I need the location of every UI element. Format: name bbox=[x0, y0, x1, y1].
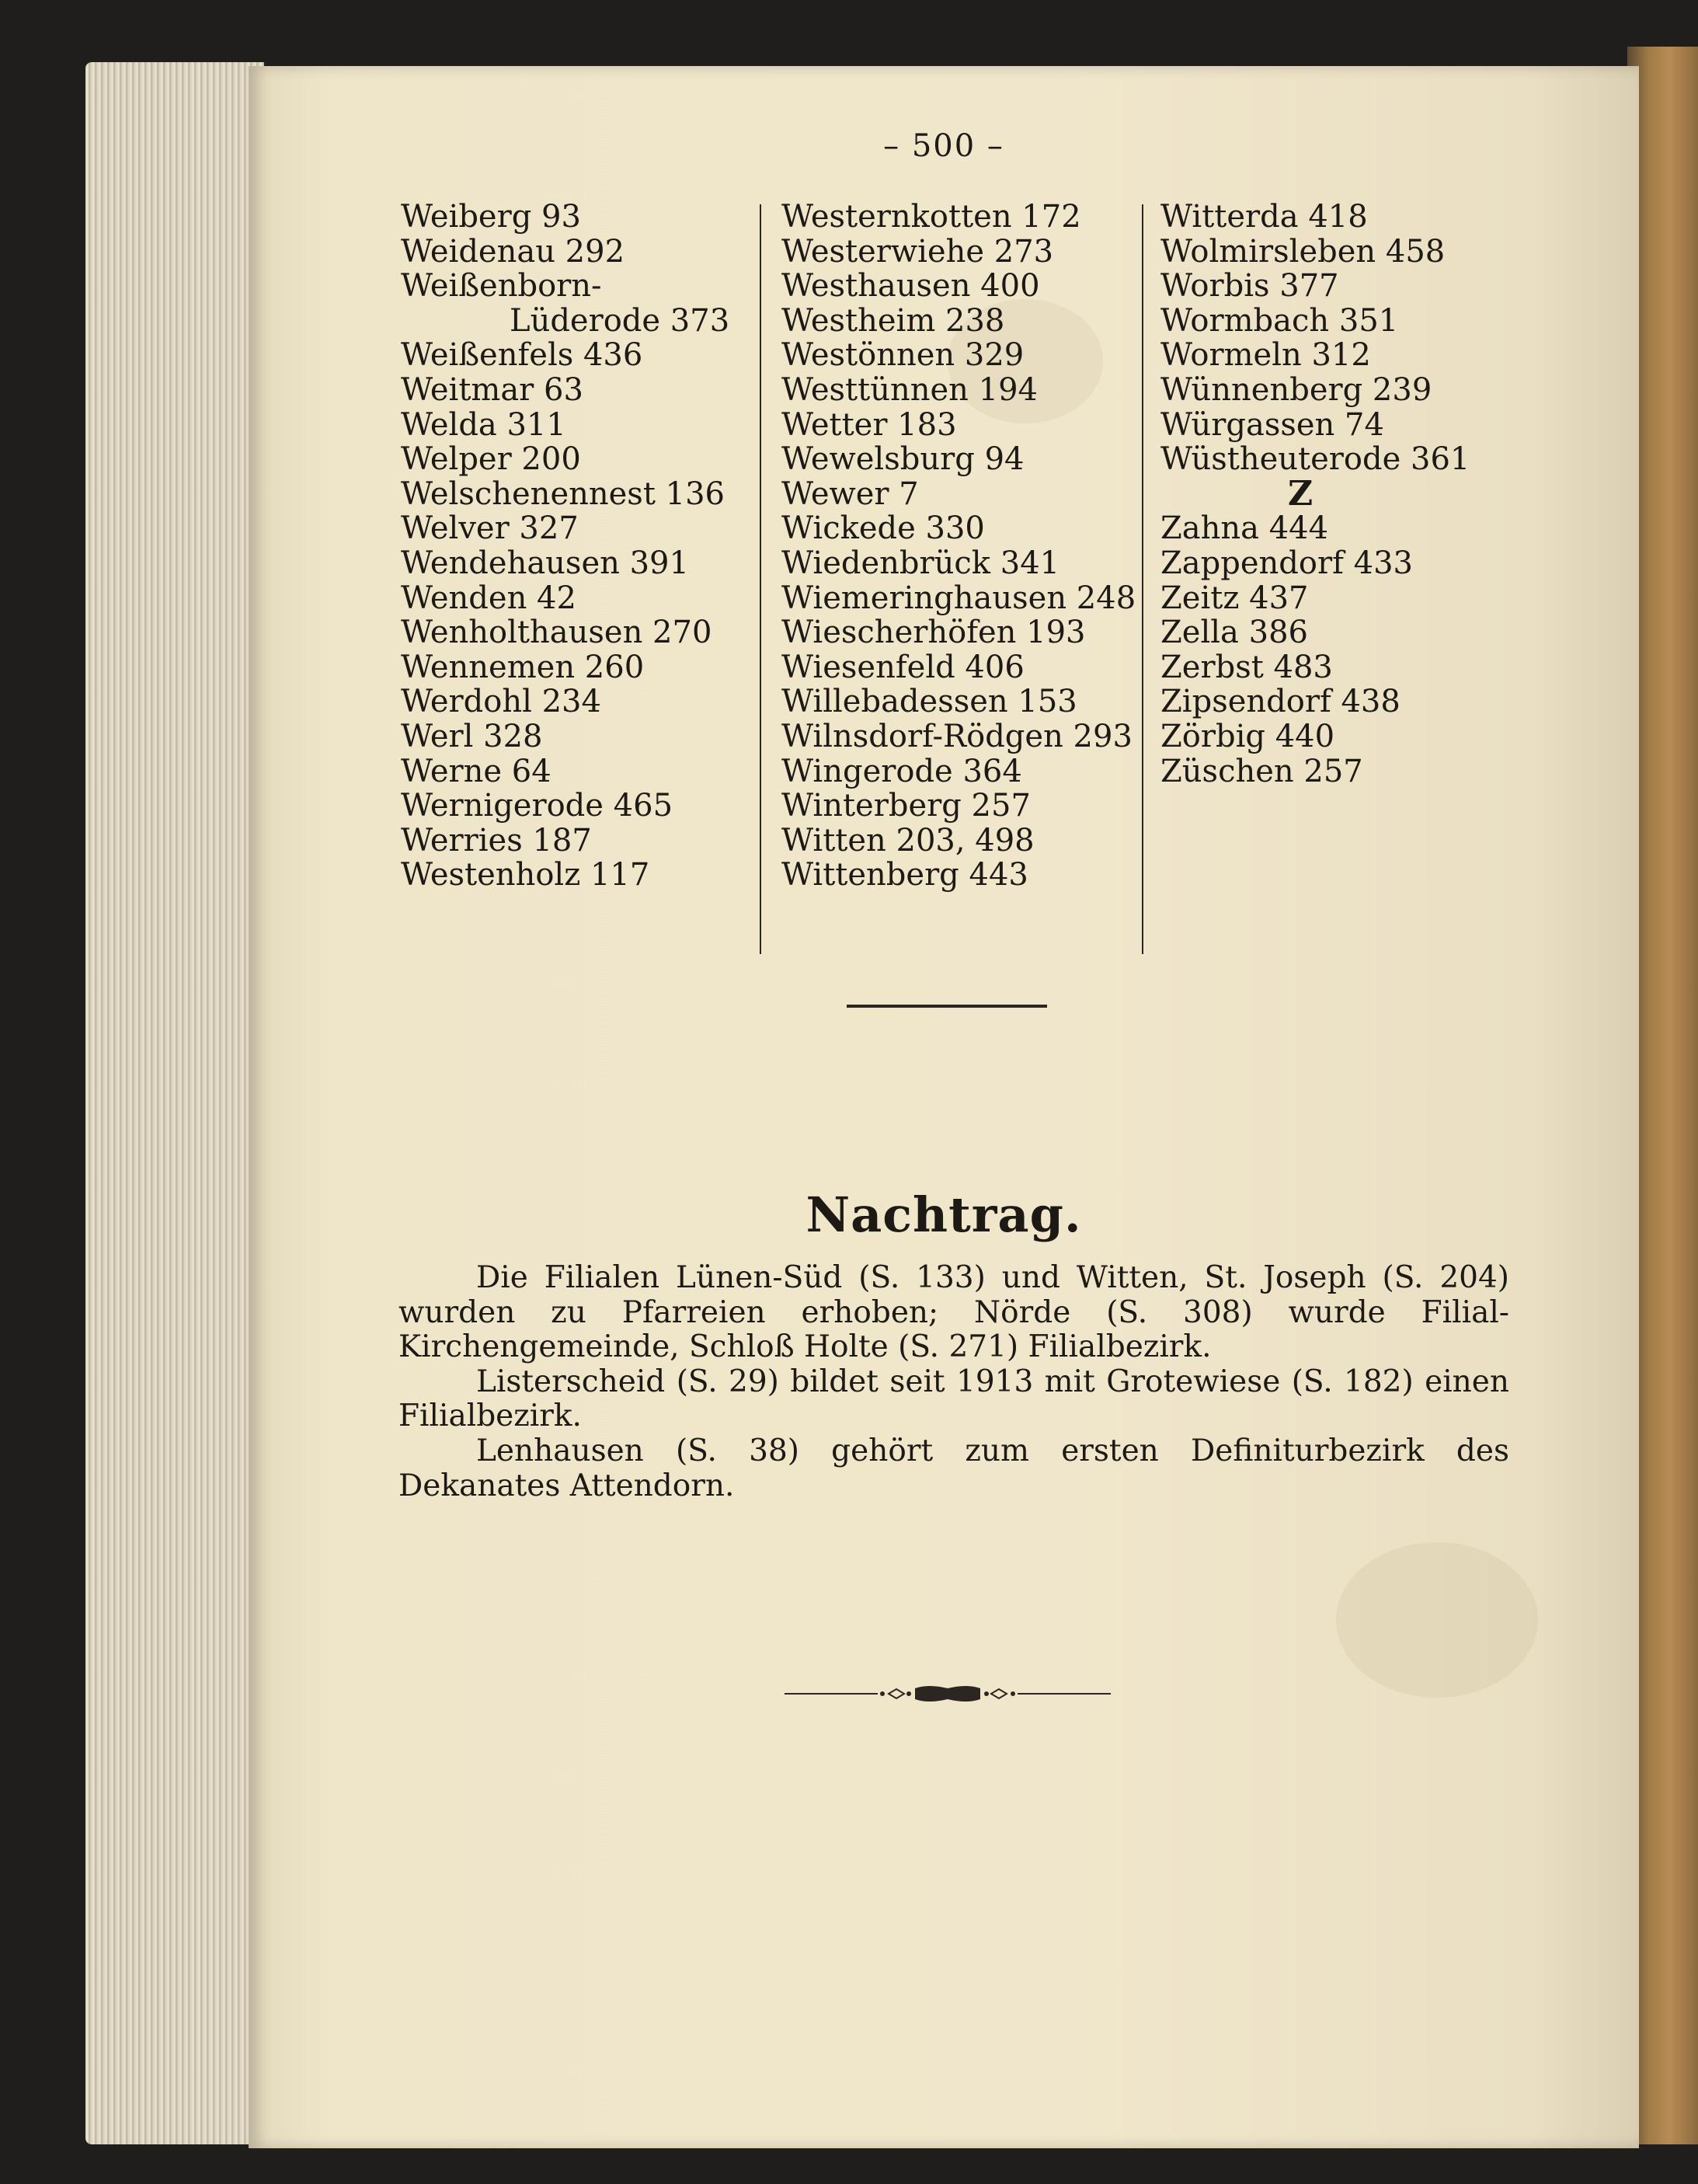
column-divider bbox=[760, 204, 761, 954]
index-entry: Westtünnen 194 bbox=[781, 371, 1038, 408]
index-entry: Wittenberg 443 bbox=[781, 857, 1028, 893]
ornament-divider bbox=[785, 1682, 1111, 1705]
page-edges bbox=[85, 62, 264, 2144]
index-entry: Wiescherhöfen 193 bbox=[781, 615, 1086, 651]
index-entry: Weißenborn- bbox=[401, 268, 602, 305]
index-entry: Werne 64 bbox=[401, 753, 552, 789]
index-entry: Wetter 183 bbox=[781, 406, 957, 443]
index-entry: Zahna 444 bbox=[1160, 510, 1329, 547]
index-entry: Wewelsburg 94 bbox=[781, 441, 1025, 478]
index-entry: Wüstheuterode 361 bbox=[1160, 441, 1470, 478]
index-entry: Witterda 418 bbox=[1160, 199, 1368, 235]
index-entry: Zeitz 437 bbox=[1160, 580, 1309, 616]
index-entry: Westheim 238 bbox=[781, 302, 1005, 339]
index-entry: Zörbig 440 bbox=[1160, 718, 1335, 754]
index-entry: Wenden 42 bbox=[401, 580, 576, 616]
nachtrag-paragraph: Listerscheid (S. 29) bildet seit 1913 mit Grotewiese (S. 182) einen Filialbezirk. bbox=[398, 1364, 1509, 1434]
index-entry: Wiedenbrück 341 bbox=[781, 545, 1060, 581]
index-entry: Wolmirsleben 458 bbox=[1160, 233, 1446, 270]
index-entry: Werl 328 bbox=[401, 718, 543, 754]
index-entry: Lüderode 373 bbox=[510, 302, 730, 339]
nachtrag-paragraph: Lenhausen (S. 38) gehört zum ersten Definiturbezirk des Dekanates Attendorn. bbox=[398, 1433, 1509, 1503]
index-entry: Wendehausen 391 bbox=[401, 545, 689, 581]
section-letter-z: Z bbox=[1287, 473, 1314, 514]
index-entry: Wiemeringhausen 248 bbox=[781, 580, 1136, 616]
section-rule bbox=[847, 1005, 1047, 1008]
index-entry: Welver 327 bbox=[401, 510, 579, 547]
nachtrag-heading: Nachtrag. bbox=[806, 1186, 1082, 1243]
index-entry: Weiberg 93 bbox=[401, 199, 581, 235]
index-entry: Werdohl 234 bbox=[401, 684, 601, 720]
index-entry: Wünnenberg 239 bbox=[1160, 371, 1432, 408]
index-entry: Westenholz 117 bbox=[401, 857, 650, 893]
index-entry: Weißenfels 436 bbox=[401, 337, 643, 374]
index-column-1 bbox=[401, 200, 758, 893]
index-entry: Wickede 330 bbox=[781, 510, 985, 547]
index-entry: Wingerode 364 bbox=[781, 753, 1022, 789]
index-entry: Zipsendorf 438 bbox=[1160, 684, 1401, 720]
index-entry: Wewer 7 bbox=[781, 475, 919, 512]
index-entry: Welper 200 bbox=[401, 441, 581, 478]
index-entry: Westerwiehe 273 bbox=[781, 233, 1054, 270]
index-entry: Wenholthausen 270 bbox=[401, 615, 712, 651]
index-entry: Welschenennest 136 bbox=[401, 475, 725, 512]
index-entry: Westönnen 329 bbox=[781, 337, 1025, 374]
index-entry: Zappendorf 433 bbox=[1160, 545, 1413, 581]
index-entry: Wilnsdorf-Rödgen 293 bbox=[781, 718, 1133, 754]
index-column-2 bbox=[781, 200, 1185, 893]
index-entry: Wennemen 260 bbox=[401, 649, 645, 685]
book-page bbox=[249, 66, 1639, 2148]
index-entry: Winterberg 257 bbox=[781, 788, 1031, 824]
page-number: – 500 – bbox=[883, 128, 1004, 164]
paper-stain bbox=[1336, 1542, 1538, 1698]
index-entry: Westhausen 400 bbox=[781, 268, 1040, 305]
index-entry: Westernkotten 172 bbox=[781, 199, 1081, 235]
index-entry: Zerbst 483 bbox=[1160, 649, 1333, 685]
nachtrag-body bbox=[398, 1261, 1509, 1503]
index-entry: Wormbach 351 bbox=[1160, 302, 1399, 339]
index-entry: Wernigerode 465 bbox=[401, 788, 673, 824]
index-entry: Worbis 377 bbox=[1160, 268, 1339, 305]
index-entry: Willebadessen 153 bbox=[781, 684, 1077, 720]
index-entry: Weidenau 292 bbox=[401, 233, 625, 270]
index-entry: Witten 203, 498 bbox=[781, 822, 1035, 859]
index-entry: Welda 311 bbox=[401, 406, 566, 443]
index-entry: Wormeln 312 bbox=[1160, 337, 1371, 374]
column-divider bbox=[1142, 204, 1143, 954]
index-entry: Züschen 257 bbox=[1160, 753, 1363, 789]
index-entry: Wiesenfeld 406 bbox=[781, 649, 1025, 685]
nachtrag-paragraph: Die Filialen Lünen-Süd (S. 133) und Witten, St. Joseph (S. 204) wurden zu Pfarreien erhoben; Nörde (S. 308) wurde Filial-Kirchengemeinde, Schloß Holte (S. 271) Filialbezirk. bbox=[398, 1260, 1509, 1365]
index-entry: Würgassen 74 bbox=[1160, 406, 1384, 443]
index-entry: Werries 187 bbox=[401, 822, 592, 859]
index-entry: Zella 386 bbox=[1160, 615, 1308, 651]
index-column-3 bbox=[1160, 200, 1549, 789]
index-entry: Weitmar 63 bbox=[401, 371, 583, 408]
